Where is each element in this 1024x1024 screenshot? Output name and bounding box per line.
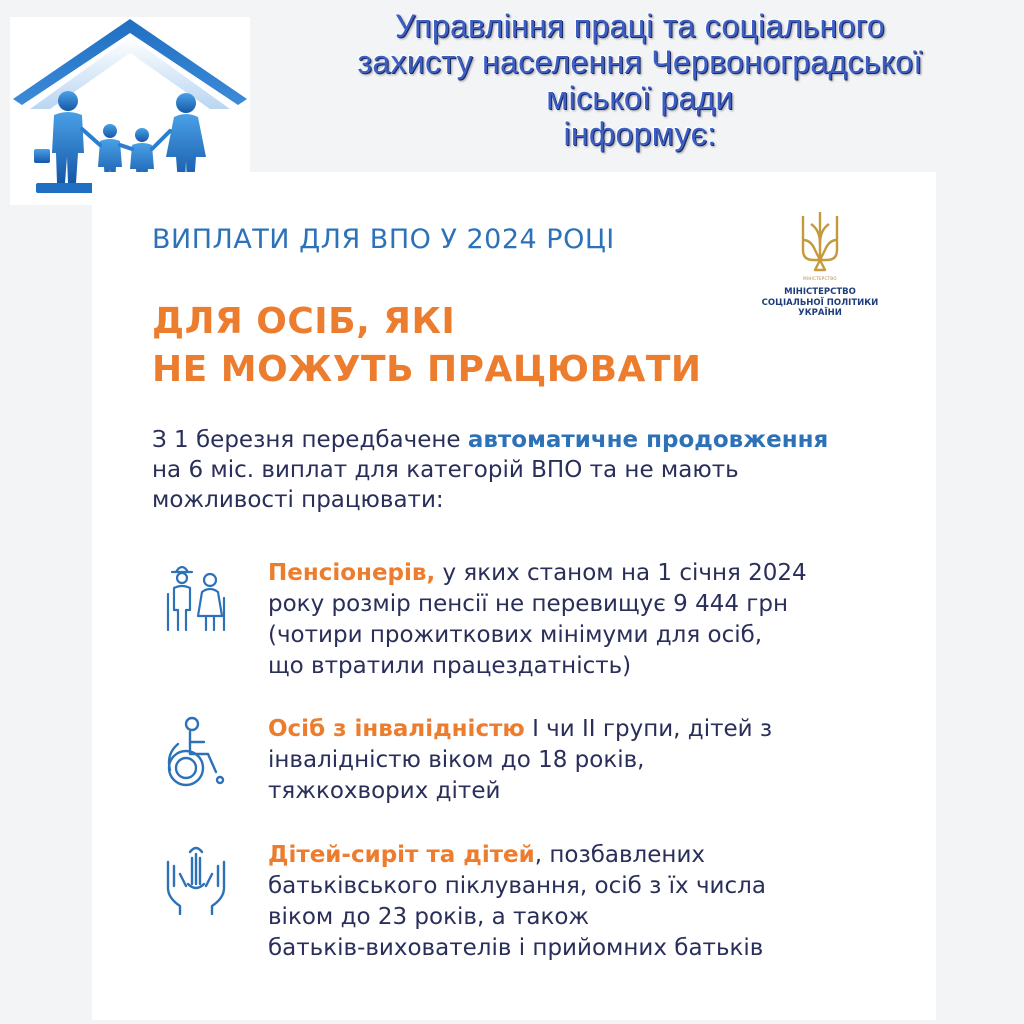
intro-text: можливості працювати:: [152, 487, 444, 513]
item-line: у яких станом на 1 січня 2024: [435, 560, 807, 586]
subtitle-line: НЕ МОЖУТЬ ПРАЦЮВАТИ: [152, 349, 702, 390]
item-line: (чотири прожиткових мінімуми для осіб,: [268, 622, 763, 648]
intro-text: З 1 березня передбачене: [152, 427, 468, 453]
item-text: [268, 840, 908, 964]
wheelchair-icon: [158, 714, 234, 790]
elderly-couple-icon: [158, 558, 234, 634]
trident-emblem-icon: [797, 210, 843, 274]
item-line: тяжкохворих дітей: [268, 778, 501, 804]
intro-paragraph: [152, 425, 912, 515]
ministry-logo: [760, 210, 880, 319]
item-line: що втратили працездатність): [268, 653, 632, 679]
item-line: віком до 23 років, а також: [268, 904, 590, 930]
ministry-name: [760, 287, 880, 319]
item-highlight: Осіб з інвалідністю: [268, 716, 525, 742]
item-highlight: Дітей-сиріт та дітей: [268, 842, 535, 868]
info-card: [92, 172, 936, 1020]
ministry-name-line: УКРАЇНИ: [798, 308, 842, 318]
item-line: I чи II групи, дітей з: [524, 716, 773, 742]
item-line: інвалідністю віком до 18 років,: [268, 747, 645, 773]
ministry-caption: МІНІСТЕРСТВО: [803, 276, 837, 281]
subtitle-line: ДЛЯ ОСІБ, ЯКІ: [152, 301, 456, 342]
item-line: батьків-вихователів і прийомних батьків: [268, 935, 764, 961]
item-text: [268, 714, 908, 807]
item-line: року розмір пенсії не перевищує 9 444 грн: [268, 591, 789, 617]
caring-hands-icon: [158, 840, 234, 916]
header-line: Управління праці та соціального: [395, 8, 885, 44]
item-line: батьківського піклування, осіб з їх числа: [268, 873, 766, 899]
ministry-name-line: СОЦІАЛЬНОЇ ПОЛІТИКИ: [761, 297, 879, 308]
item-line: , позбавлених: [534, 842, 706, 868]
header-title: [290, 8, 990, 152]
card-subtitle: [152, 298, 702, 394]
header-line: захисту населення Червоноградської: [357, 44, 923, 80]
ministry-name-line: МІНІСТЕРСТВО: [784, 287, 856, 297]
item-text: [268, 558, 908, 682]
header-line: міської ради: [546, 80, 734, 116]
item-highlight: Пенсіонерів,: [268, 560, 436, 586]
header-line: інформує:: [563, 116, 717, 152]
intro-text: на 6 міс. виплат для категорій ВПО та не мають: [152, 457, 739, 483]
intro-highlight: автоматичне продовження: [467, 427, 829, 453]
card-title: ВИПЛАТИ ДЛЯ ВПО У 2024 РОЦІ: [152, 224, 615, 255]
